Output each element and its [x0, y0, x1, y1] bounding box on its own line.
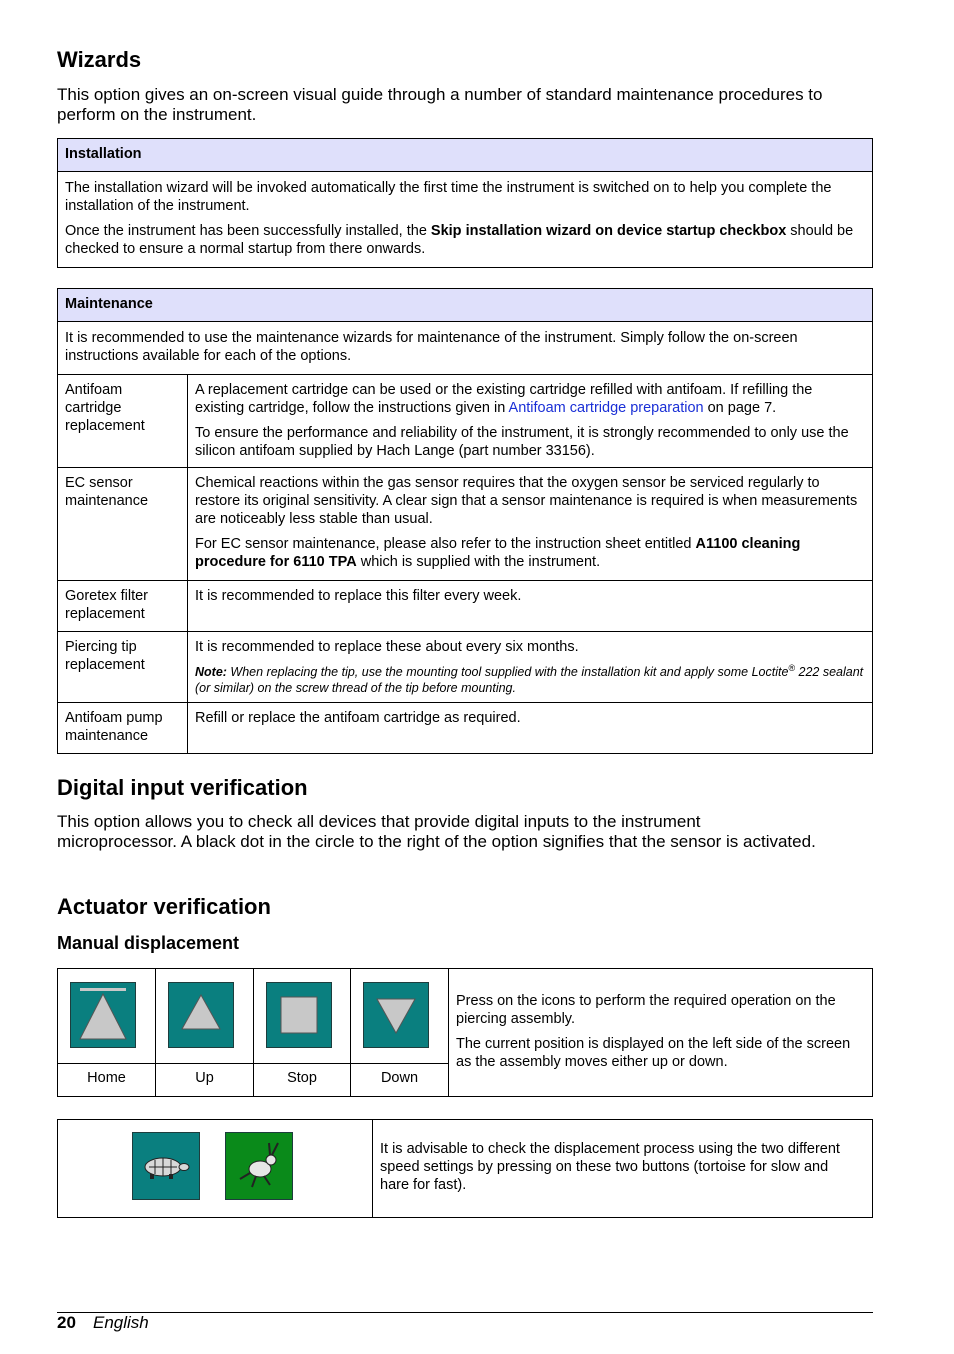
page-number: 20 — [57, 1313, 76, 1332]
up-arrow-icon — [169, 983, 233, 1047]
table-row — [58, 375, 873, 468]
hare-icon — [226, 1133, 292, 1199]
row-text-antifoam: A replacement cartridge can be used or the existing cartridge refilled with antifoam. If refilling the existing cartridge, follow the instructions given in Antifoam cartridge preparation on page 7. To ensure the performance and reliability of the instrument, it is strongly recommended to only use the silicon antifoam supplied by Hach Lange (part number 33156). — [188, 375, 873, 468]
row-label-piercing: Piercing tip replacement — [58, 632, 188, 703]
digital-text: This option allows you to check all devices that provide digital inputs to the instrument microprocessor. A black dot in the circle to the right of the option signifies that the sensor is activated. — [57, 812, 816, 851]
maintenance-intro: It is recommended to use the maintenance wizards for maintenance of the instrument. Simply follow the on-screen instructions available for each of the options. — [58, 322, 873, 375]
table-row — [58, 581, 873, 632]
speed-table — [57, 1119, 873, 1218]
row-label-pump: Antifoam pump maintenance — [58, 703, 188, 754]
displacement-table — [57, 968, 873, 1097]
installation-para2: Once the instrument has been successfully installed, the Skip installation wizard on device startup checkbox should be checked to ensure a normal startup from there onwards. — [65, 223, 854, 257]
actuator-heading: Actuator verification — [57, 894, 271, 919]
row-label-antifoam: Antifoam cartridge replacement — [58, 375, 188, 468]
footer-rule — [57, 1312, 873, 1313]
table-row — [58, 703, 873, 754]
down-arrow-icon — [364, 983, 428, 1047]
wizards-heading: Wizards — [57, 47, 142, 72]
stop-label: Stop — [287, 1070, 317, 1086]
home-button[interactable] — [70, 982, 136, 1048]
home-label: Home — [87, 1070, 126, 1086]
installation-para1: The installation wizard will be invoked automatically the first time the instrument is switched on to help you complete the installation of the instrument. — [65, 180, 832, 214]
piercing-note: Note: When replacing the tip, use the mounting tool supplied with the installation kit and apply some Loctite® 222 sealant (or similar) on the screw thread of the tip before mounting. — [195, 663, 864, 696]
up-button[interactable] — [168, 982, 234, 1048]
row-text-pump: Refill or replace the antifoam cartridge as required. — [188, 703, 873, 754]
row-text-ec: Chemical reactions within the gas sensor requires that the oxygen sensor be serviced regularly to restore its original sensitivity. A clear sign that a sensor maintenance is required is when measurements are noticeably less stable than usual. For EC sensor maintenance, please also refer to the instruction sheet entitled A1100 cleaning procedure for 6110 TPA which is supplied with the instrument. — [188, 468, 873, 581]
table-row — [58, 632, 873, 703]
row-text-piercing: It is recommended to replace these about every six months. Note: When replacing the tip, use the mounting tool supplied with the installation kit and apply some Loctite® 222 sealant (or similar) on the screw thread of the tip before mounting. — [188, 632, 873, 703]
down-label: Down — [380, 1070, 419, 1086]
stop-button[interactable] — [266, 982, 332, 1048]
displacement-description: Press on the icons to perform the required operation on the piercing assembly. The current position is displayed on the left side of the screen as the assembly moves either up or down. — [456, 993, 851, 1070]
maintenance-header: Maintenance — [58, 289, 873, 322]
maintenance-table — [57, 288, 873, 754]
up-label: Up — [195, 1070, 214, 1086]
slow-speed-button[interactable] — [132, 1132, 200, 1200]
manual-displacement-heading: Manual displacement — [57, 933, 240, 953]
installation-body — [58, 172, 873, 268]
installation-header: Installation — [58, 139, 873, 172]
fast-speed-button[interactable] — [225, 1132, 293, 1200]
home-icon — [71, 983, 135, 1047]
antifoam-preparation-link[interactable]: Antifoam cartridge preparation — [508, 400, 704, 416]
row-text-goretex: It is recommended to replace this filter every week. — [188, 581, 873, 632]
tortoise-icon — [133, 1133, 199, 1199]
table-row — [58, 468, 873, 581]
digital-heading: Digital input verification — [57, 775, 308, 800]
footer-language: English — [93, 1313, 149, 1332]
wizards-intro: This option gives an on-screen visual guide through a number of standard maintenance procedures to perform on the instrument. — [57, 85, 823, 124]
stop-icon — [267, 983, 331, 1047]
row-label-ec: EC sensor maintenance — [58, 468, 188, 581]
down-button[interactable] — [363, 982, 429, 1048]
skip-wizard-checkbox-name: Skip installation wizard on device startup checkbox — [430, 223, 787, 239]
row-label-goretex: Goretex filter replacement — [58, 581, 188, 632]
speed-description: It is advisable to check the displacement process using the two different speed settings by pressing on these two buttons (tortoise for slow and hare for fast). — [380, 1141, 840, 1193]
installation-table — [57, 138, 873, 268]
